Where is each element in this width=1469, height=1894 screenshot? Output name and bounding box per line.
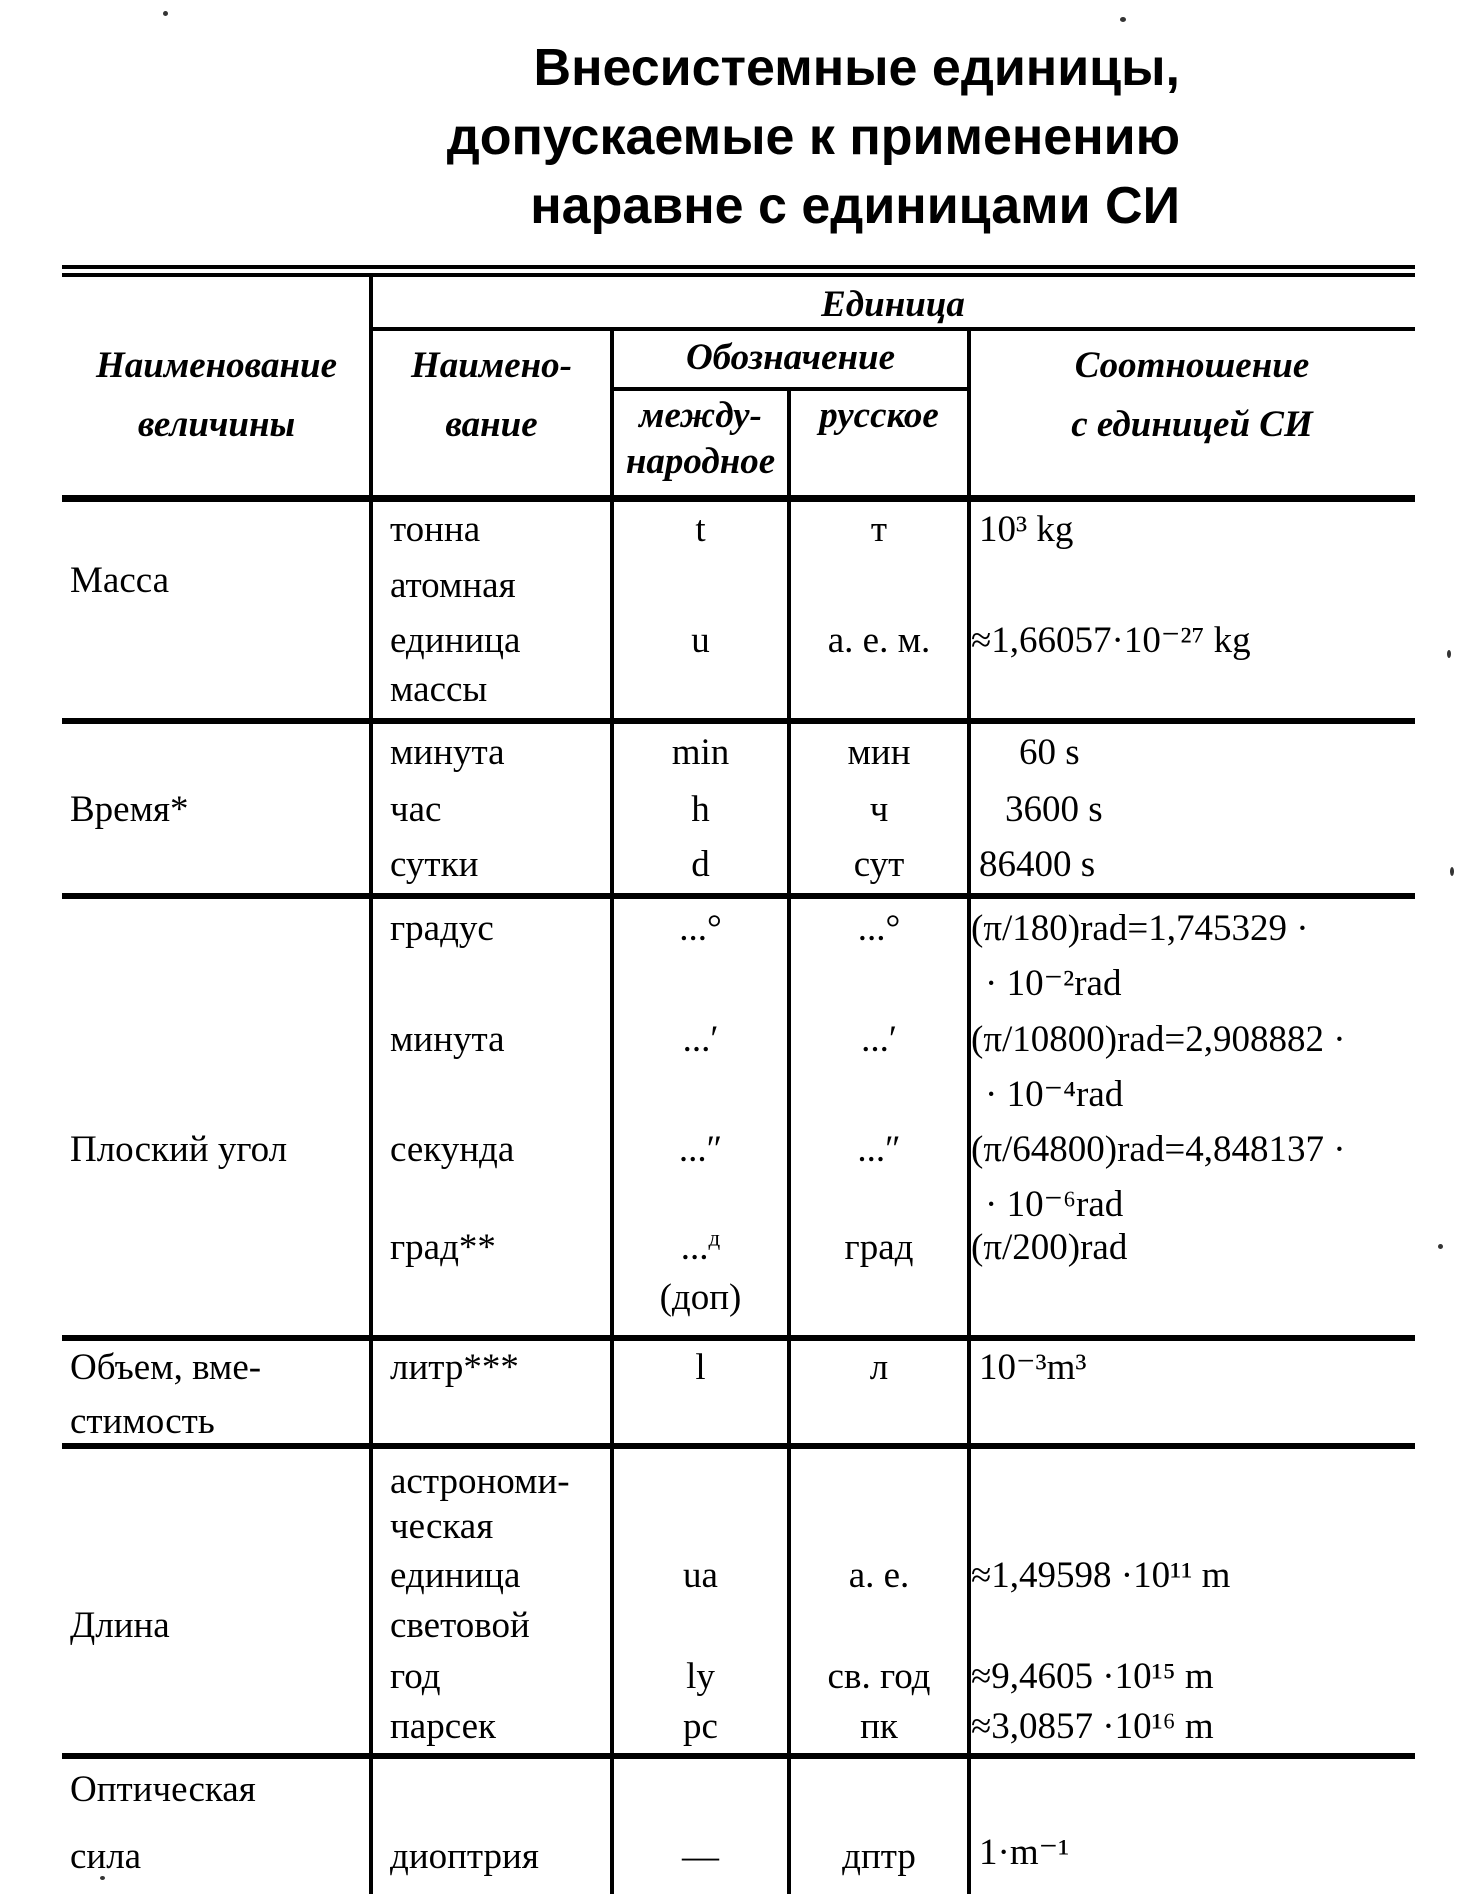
length-intl-ly: ly bbox=[686, 1656, 715, 1697]
optical-quantity-line2: сила bbox=[70, 1836, 142, 1877]
angle-si-degree-line2: · 10⁻²rad bbox=[985, 963, 1122, 1004]
length-unit-ly-line1: световой bbox=[390, 1605, 530, 1646]
time-rus-day: сут bbox=[853, 844, 905, 885]
table-top-rule-outer bbox=[62, 265, 1415, 269]
volume-quantity-line1: Объем, вме- bbox=[70, 1347, 262, 1388]
angle-rus-minute: ...′ bbox=[861, 1019, 897, 1060]
optical-si-dioptre: 1·m⁻¹ bbox=[979, 1832, 1070, 1873]
length-unit-parsec: парсек bbox=[390, 1706, 496, 1747]
time-si-minute: 60 s bbox=[1019, 732, 1080, 773]
length-unit-au-line1: астрономи- bbox=[390, 1461, 570, 1502]
optical-unit-dioptre: диоптрия bbox=[390, 1836, 539, 1877]
mass-quantity: Масса bbox=[70, 560, 170, 601]
page-title-line: наравне с единицами СИ bbox=[530, 177, 1180, 235]
section-rule-time bbox=[62, 893, 1415, 899]
page-title-line: допускаемые к применению bbox=[446, 108, 1180, 166]
time-unit-day: сутки bbox=[390, 844, 479, 885]
section-rule-angle bbox=[62, 1335, 1415, 1341]
header-designation-group: Обозначение bbox=[685, 337, 896, 378]
mass-unit-amu-line3: массы bbox=[390, 669, 488, 710]
angle-rus-degree: ...° bbox=[857, 908, 901, 949]
angle-si-gon: (π/200)rad bbox=[971, 1227, 1128, 1268]
angle-si-second-line1: (π/64800)rad=4,848137 · bbox=[971, 1129, 1346, 1170]
volume-intl-litre: l bbox=[695, 1347, 706, 1388]
header-si-line1: Соотношение bbox=[1074, 345, 1310, 386]
mass-unit-tonne: тонна bbox=[390, 509, 481, 550]
mass-unit-amu-line1: атомная bbox=[390, 565, 516, 606]
length-unit-ly-line2: год bbox=[390, 1656, 441, 1697]
volume-unit-litre: литр*** bbox=[390, 1347, 519, 1388]
header-quantity-line1: Наименование bbox=[96, 345, 337, 386]
length-unit-au-line3: единица bbox=[390, 1555, 521, 1596]
column-divider-quantity-unit bbox=[369, 273, 373, 1894]
angle-intl-second: ...″ bbox=[678, 1129, 723, 1170]
time-rus-hour: ч bbox=[869, 789, 889, 830]
length-unit-au-line2: ческая bbox=[390, 1506, 494, 1547]
length-rus-parsec: пк bbox=[860, 1706, 898, 1747]
time-si-hour: 3600 s bbox=[1005, 789, 1103, 830]
mass-intl-amu: u bbox=[691, 620, 710, 661]
angle-intl-degree: ...° bbox=[679, 908, 722, 949]
volume-rus-litre: л bbox=[869, 1347, 889, 1388]
angle-si-second-line2: · 10⁻⁶rad bbox=[985, 1184, 1124, 1225]
angle-unit-minute: минута bbox=[390, 1019, 505, 1060]
header-rus: русское bbox=[819, 395, 939, 436]
scan-speck bbox=[163, 11, 168, 16]
angle-si-minute-line1: (π/10800)rad=2,908882 · bbox=[971, 1019, 1346, 1060]
angle-si-minute-line2: · 10⁻⁴rad bbox=[985, 1074, 1124, 1115]
optical-intl-dioptre: — bbox=[682, 1836, 719, 1877]
time-intl-hour: h bbox=[691, 789, 710, 830]
mass-rus-tonne: т bbox=[870, 509, 888, 550]
length-intl-parsec: pc bbox=[683, 1706, 718, 1747]
mass-intl-tonne: t bbox=[695, 509, 706, 550]
angle-unit-gon: град** bbox=[390, 1227, 496, 1268]
scan-speck bbox=[1438, 1244, 1443, 1249]
mass-unit-amu-line2: единица bbox=[390, 620, 521, 661]
scan-speck bbox=[1447, 650, 1451, 658]
header-quantity-line2: величины bbox=[137, 404, 296, 445]
volume-si-litre: 10⁻³m³ bbox=[979, 1347, 1087, 1388]
scan-speck bbox=[1120, 17, 1126, 22]
angle-intl-gon-sup: д bbox=[708, 1225, 721, 1251]
header-intl-line2: народное bbox=[625, 441, 776, 482]
time-rus-minute: мин bbox=[847, 732, 911, 773]
section-rule-mass bbox=[62, 718, 1415, 724]
angle-intl-gon-base: ... bbox=[680, 1227, 709, 1268]
angle-si-degree-line1: (π/180)rad=1,745329 · bbox=[971, 908, 1309, 949]
length-rus-ly: св. год bbox=[827, 1656, 931, 1697]
mass-si-amu: ≈1,66057·10⁻²⁷ kg bbox=[971, 620, 1251, 661]
length-si-ly: ≈9,4605 ·10¹⁵ m bbox=[971, 1656, 1214, 1697]
header-name-line1: Наимено- bbox=[411, 345, 572, 386]
page-title-line: Внесистемные единицы, bbox=[533, 39, 1180, 97]
header-name-line2: вание bbox=[445, 404, 538, 445]
volume-quantity-line2: стимость bbox=[70, 1401, 215, 1442]
scan-speck bbox=[1450, 867, 1454, 876]
page-title bbox=[447, 34, 1180, 241]
length-rus-au: а. е. bbox=[848, 1555, 910, 1596]
angle-rus-second: ...″ bbox=[857, 1129, 901, 1170]
angle-unit-second: секунда bbox=[390, 1129, 515, 1170]
angle-intl-gon bbox=[612, 1223, 789, 1273]
angle-intl-gon-note: (доп) bbox=[659, 1277, 742, 1318]
time-unit-minute: минута bbox=[390, 732, 505, 773]
time-intl-day: d bbox=[691, 844, 710, 885]
units-table bbox=[62, 265, 1415, 1894]
section-rule-length bbox=[62, 1753, 1415, 1759]
header-si-line2: с единицей СИ bbox=[1071, 404, 1313, 445]
length-quantity: Длина bbox=[70, 1605, 170, 1646]
length-si-au: ≈1,49598 ·10¹¹ m bbox=[971, 1555, 1231, 1596]
table-top-rule-inner bbox=[62, 273, 1415, 277]
angle-rus-gon: град bbox=[844, 1227, 914, 1268]
optical-rus-dioptre: дптр bbox=[842, 1836, 916, 1877]
optical-quantity-line1: Оптическая bbox=[70, 1769, 256, 1810]
length-intl-au: ua bbox=[683, 1555, 718, 1596]
angle-intl-minute: ...′ bbox=[682, 1019, 719, 1060]
mass-rus-amu: а. е. м. bbox=[827, 620, 931, 661]
mass-si-tonne: 10³ kg bbox=[979, 509, 1074, 550]
angle-quantity: Плоский угол bbox=[70, 1129, 288, 1170]
time-si-day: 86400 s bbox=[979, 844, 1096, 885]
header-unit-group: Единица bbox=[821, 284, 965, 325]
header-bottom-rule bbox=[62, 495, 1415, 502]
length-si-parsec: ≈3,0857 ·10¹⁶ m bbox=[971, 1706, 1214, 1747]
header-intl-line1: между- bbox=[639, 395, 762, 436]
time-unit-hour: час bbox=[390, 789, 442, 830]
angle-unit-degree: градус bbox=[390, 908, 494, 949]
time-intl-minute: min bbox=[671, 732, 730, 773]
time-quantity: Время* bbox=[70, 789, 189, 830]
